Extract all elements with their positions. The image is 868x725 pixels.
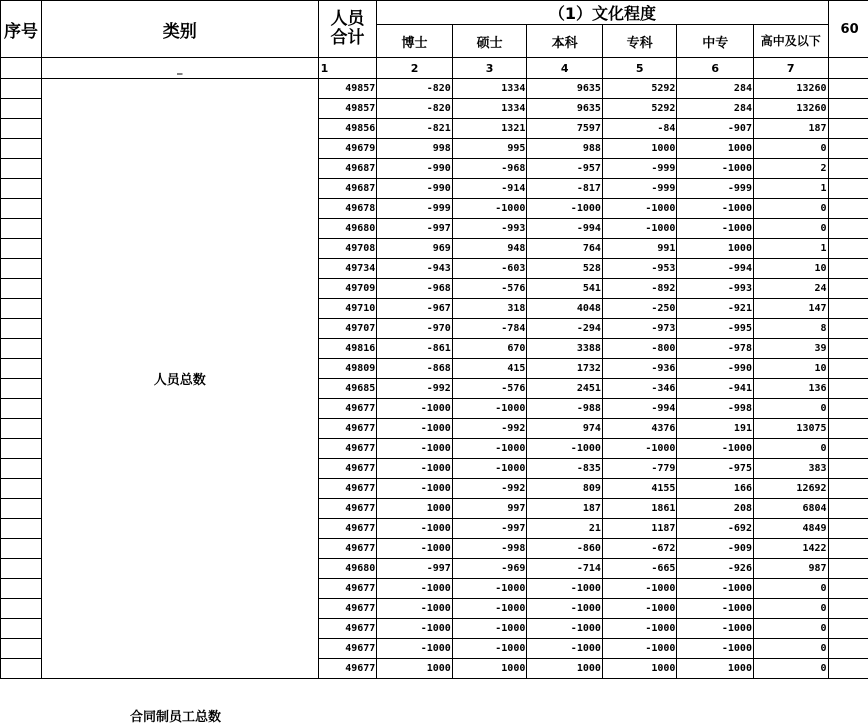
row-value-cell: -988 — [527, 399, 603, 419]
row-value-cell: -969 — [452, 559, 527, 579]
row-total-cell: 49677 — [318, 519, 377, 539]
row-value-cell: 9635 — [527, 79, 603, 99]
row-value-cell: -973 — [602, 319, 677, 339]
row-value-cell: -861 — [377, 339, 453, 359]
row-overflow-cell — [828, 459, 868, 479]
row-seq-cell — [1, 519, 42, 539]
row-value-cell: 1000 — [377, 499, 453, 519]
row-value-cell: 1000 — [377, 659, 453, 679]
row-overflow-cell — [828, 539, 868, 559]
row-total-cell: 49734 — [318, 259, 377, 279]
row-value-cell: -1000 — [377, 619, 453, 639]
row-overflow-cell — [828, 419, 868, 439]
row-total-cell: 49680 — [318, 559, 377, 579]
header-category: 类别 — [41, 1, 318, 58]
row-value-cell: -1000 — [602, 639, 677, 659]
row-value-cell: 528 — [527, 259, 603, 279]
row-value-cell: 670 — [452, 339, 527, 359]
row-value-cell: -1000 — [602, 619, 677, 639]
row-value-cell: -868 — [377, 359, 453, 379]
index-seq-cell — [1, 58, 42, 79]
row-value-cell: -1000 — [377, 639, 453, 659]
row-seq-cell — [1, 419, 42, 439]
row-value-cell: -1000 — [452, 399, 527, 419]
row-value-cell: 1861 — [602, 499, 677, 519]
index-num: 7 — [753, 58, 828, 79]
row-value-cell: 13075 — [753, 419, 828, 439]
row-overflow-cell — [828, 159, 868, 179]
row-value-cell: -1000 — [377, 399, 453, 419]
row-total-cell: 49685 — [318, 379, 377, 399]
row-total-cell: 49710 — [318, 299, 377, 319]
row-value-cell: -576 — [452, 379, 527, 399]
row-overflow-cell — [828, 199, 868, 219]
row-value-cell: -821 — [377, 119, 453, 139]
row-value-cell: 988 — [527, 139, 603, 159]
row-value-cell: 995 — [452, 139, 527, 159]
row-value-cell: -1000 — [452, 439, 527, 459]
row-value-cell: 4048 — [527, 299, 603, 319]
row-seq-cell — [1, 359, 42, 379]
row-value-cell: 187 — [753, 119, 828, 139]
row-overflow-cell — [828, 499, 868, 519]
row-value-cell: -1000 — [677, 579, 754, 599]
header-overflow-col: 60 — [828, 1, 868, 58]
row-value-cell: 10 — [753, 359, 828, 379]
row-value-cell: -1000 — [377, 479, 453, 499]
row-value-cell: -800 — [602, 339, 677, 359]
row-value-cell: -909 — [677, 539, 754, 559]
row-value-cell: 6804 — [753, 499, 828, 519]
row-overflow-cell — [828, 319, 868, 339]
row-value-cell: 1000 — [602, 139, 677, 159]
row-value-cell: 1000 — [452, 659, 527, 679]
index-num: 3 — [452, 58, 527, 79]
row-value-cell: 4849 — [753, 519, 828, 539]
row-value-cell: 415 — [452, 359, 527, 379]
row-total-cell: 49809 — [318, 359, 377, 379]
row-value-cell: -1000 — [377, 439, 453, 459]
row-value-cell: -1000 — [677, 199, 754, 219]
row-value-cell: -1000 — [602, 219, 677, 239]
row-value-cell: -957 — [527, 159, 603, 179]
row-overflow-cell — [828, 259, 868, 279]
row-value-cell: -1000 — [527, 639, 603, 659]
row-value-cell: -1000 — [527, 579, 603, 599]
row-value-cell: -995 — [677, 319, 754, 339]
row-overflow-cell — [828, 99, 868, 119]
row-value-cell: -1000 — [452, 459, 527, 479]
row-value-cell: 1000 — [527, 659, 603, 679]
row-overflow-cell — [828, 599, 868, 619]
row-value-cell: 21 — [527, 519, 603, 539]
row-value-cell: 0 — [753, 579, 828, 599]
row-total-cell: 49677 — [318, 419, 377, 439]
row-seq-cell — [1, 319, 42, 339]
header-total-line1: 人员 — [319, 10, 377, 29]
row-seq-cell — [1, 159, 42, 179]
header-seq: 序号 — [1, 1, 42, 58]
row-value-cell: 1 — [753, 179, 828, 199]
row-value-cell: -992 — [452, 419, 527, 439]
row-seq-cell — [1, 539, 42, 559]
row-total-cell: 49679 — [318, 139, 377, 159]
row-value-cell: 318 — [452, 299, 527, 319]
row-value-cell: -970 — [377, 319, 453, 339]
row-overflow-cell — [828, 479, 868, 499]
header-col-bachelor: 本科 — [527, 25, 603, 58]
row-value-cell: 147 — [753, 299, 828, 319]
row-value-cell: 997 — [452, 499, 527, 519]
row-seq-cell — [1, 259, 42, 279]
row-overflow-cell — [828, 579, 868, 599]
row-value-cell: 0 — [753, 139, 828, 159]
row-total-cell: 49677 — [318, 479, 377, 499]
row-value-cell: -1000 — [527, 599, 603, 619]
row-value-cell: -993 — [452, 219, 527, 239]
row-value-cell: -1000 — [452, 639, 527, 659]
row-value-cell: -1000 — [677, 159, 754, 179]
row-value-cell: 1321 — [452, 119, 527, 139]
row-value-cell: -665 — [602, 559, 677, 579]
row-value-cell: -1000 — [527, 199, 603, 219]
row-value-cell: -914 — [452, 179, 527, 199]
header-col-vocational: 中专 — [677, 25, 754, 58]
row-value-cell: 1422 — [753, 539, 828, 559]
row-value-cell: -860 — [527, 539, 603, 559]
row-value-cell: -1000 — [602, 599, 677, 619]
row-seq-cell — [1, 299, 42, 319]
row-value-cell: 2451 — [527, 379, 603, 399]
row-value-cell: -576 — [452, 279, 527, 299]
row-value-cell: 13260 — [753, 99, 828, 119]
row-value-cell: -1000 — [452, 619, 527, 639]
row-value-cell: 974 — [527, 419, 603, 439]
row-value-cell: 191 — [677, 419, 754, 439]
row-value-cell: -835 — [527, 459, 603, 479]
row-seq-cell — [1, 139, 42, 159]
row-value-cell: 24 — [753, 279, 828, 299]
row-value-cell: 136 — [753, 379, 828, 399]
row-value-cell: -1000 — [677, 599, 754, 619]
row-seq-cell — [1, 119, 42, 139]
row-value-cell: 0 — [753, 219, 828, 239]
row-total-cell: 49677 — [318, 619, 377, 639]
row-overflow-cell — [828, 79, 868, 99]
row-value-cell: -1000 — [602, 199, 677, 219]
row-value-cell: 208 — [677, 499, 754, 519]
row-value-cell: -941 — [677, 379, 754, 399]
header-col-master: 硕士 — [452, 25, 527, 58]
row-value-cell: -1000 — [452, 599, 527, 619]
row-seq-cell — [1, 439, 42, 459]
row-overflow-cell — [828, 219, 868, 239]
row-value-cell: 1000 — [677, 239, 754, 259]
row-total-cell: 49857 — [318, 79, 377, 99]
row-value-cell: -820 — [377, 99, 453, 119]
row-overflow-cell — [828, 119, 868, 139]
row-seq-cell — [1, 379, 42, 399]
row-total-cell: 49677 — [318, 539, 377, 559]
row-overflow-cell — [828, 399, 868, 419]
row-value-cell: -784 — [452, 319, 527, 339]
index-category-mark: _ — [41, 58, 318, 79]
row-value-cell: -84 — [602, 119, 677, 139]
row-total-cell: 49709 — [318, 279, 377, 299]
row-value-cell: 284 — [677, 79, 754, 99]
row-value-cell: -820 — [377, 79, 453, 99]
row-value-cell: -1000 — [527, 619, 603, 639]
row-total-cell: 49677 — [318, 599, 377, 619]
row-value-cell: -999 — [377, 199, 453, 219]
row-value-cell: 0 — [753, 619, 828, 639]
row-value-cell: 4376 — [602, 419, 677, 439]
footer-category-label: 合同制员工总数 — [130, 706, 221, 725]
row-total-cell: 49707 — [318, 319, 377, 339]
row-value-cell: 764 — [527, 239, 603, 259]
row-value-cell: 1000 — [602, 659, 677, 679]
row-seq-cell — [1, 579, 42, 599]
row-value-cell: -936 — [602, 359, 677, 379]
row-value-cell: 998 — [377, 139, 453, 159]
row-seq-cell — [1, 199, 42, 219]
category-cell: 人员总数 — [41, 79, 318, 679]
header-col-highschool: 高中及以下 — [753, 25, 828, 58]
row-overflow-cell — [828, 299, 868, 319]
row-value-cell: 0 — [753, 399, 828, 419]
row-value-cell: -994 — [527, 219, 603, 239]
row-value-cell: 12692 — [753, 479, 828, 499]
row-value-cell: -1000 — [677, 219, 754, 239]
row-value-cell: 4155 — [602, 479, 677, 499]
header-col-phd: 博士 — [377, 25, 453, 58]
row-value-cell: 1000 — [677, 139, 754, 159]
row-value-cell: 1 — [753, 239, 828, 259]
row-total-cell: 49677 — [318, 399, 377, 419]
row-value-cell: -993 — [677, 279, 754, 299]
row-overflow-cell — [828, 559, 868, 579]
row-value-cell: -978 — [677, 339, 754, 359]
row-seq-cell — [1, 599, 42, 619]
row-value-cell: 3388 — [527, 339, 603, 359]
index-overflow-cell — [828, 58, 868, 79]
row-value-cell: 13260 — [753, 79, 828, 99]
row-value-cell: -250 — [602, 299, 677, 319]
row-seq-cell — [1, 499, 42, 519]
row-overflow-cell — [828, 279, 868, 299]
row-value-cell: 1000 — [677, 659, 754, 679]
row-value-cell: -999 — [602, 179, 677, 199]
row-total-cell: 49677 — [318, 579, 377, 599]
row-value-cell: -968 — [452, 159, 527, 179]
row-seq-cell — [1, 559, 42, 579]
row-value-cell: 5292 — [602, 99, 677, 119]
row-value-cell: 1732 — [527, 359, 603, 379]
row-value-cell: -998 — [452, 539, 527, 559]
row-value-cell: 809 — [527, 479, 603, 499]
row-value-cell: -997 — [452, 519, 527, 539]
row-seq-cell — [1, 279, 42, 299]
row-overflow-cell — [828, 139, 868, 159]
row-seq-cell — [1, 459, 42, 479]
row-total-cell: 49816 — [318, 339, 377, 359]
row-value-cell: -1000 — [377, 539, 453, 559]
row-value-cell: 284 — [677, 99, 754, 119]
row-value-cell: -779 — [602, 459, 677, 479]
row-seq-cell — [1, 99, 42, 119]
row-total-cell: 49677 — [318, 639, 377, 659]
row-total-cell: 49678 — [318, 199, 377, 219]
row-value-cell: -998 — [677, 399, 754, 419]
header-total — [318, 1, 377, 58]
index-num: 4 — [527, 58, 603, 79]
header-col-college: 专科 — [602, 25, 677, 58]
row-value-cell: -975 — [677, 459, 754, 479]
row-value-cell: -1000 — [377, 519, 453, 539]
row-seq-cell — [1, 479, 42, 499]
row-total-cell: 49677 — [318, 459, 377, 479]
row-overflow-cell — [828, 379, 868, 399]
row-overflow-cell — [828, 239, 868, 259]
index-num: 2 — [377, 58, 453, 79]
row-value-cell: 0 — [753, 199, 828, 219]
row-value-cell: -967 — [377, 299, 453, 319]
row-value-cell: -907 — [677, 119, 754, 139]
row-value-cell: 0 — [753, 659, 828, 679]
row-seq-cell — [1, 239, 42, 259]
row-value-cell: -692 — [677, 519, 754, 539]
row-seq-cell — [1, 659, 42, 679]
row-seq-cell — [1, 179, 42, 199]
row-overflow-cell — [828, 659, 868, 679]
row-overflow-cell — [828, 639, 868, 659]
index-num: 1 — [318, 58, 377, 79]
row-overflow-cell — [828, 339, 868, 359]
row-total-cell: 49708 — [318, 239, 377, 259]
row-overflow-cell — [828, 519, 868, 539]
row-seq-cell — [1, 339, 42, 359]
row-overflow-cell — [828, 439, 868, 459]
row-value-cell: -990 — [377, 179, 453, 199]
row-value-cell: -968 — [377, 279, 453, 299]
row-value-cell: -999 — [602, 159, 677, 179]
header-total-line2: 合计 — [319, 29, 377, 48]
row-value-cell: 166 — [677, 479, 754, 499]
row-value-cell: 948 — [452, 239, 527, 259]
row-value-cell: -921 — [677, 299, 754, 319]
row-value-cell: -999 — [677, 179, 754, 199]
table-row — [1, 79, 868, 99]
row-total-cell: 49677 — [318, 499, 377, 519]
row-value-cell: -603 — [452, 259, 527, 279]
row-seq-cell — [1, 619, 42, 639]
row-value-cell: -992 — [452, 479, 527, 499]
row-value-cell: -1000 — [377, 599, 453, 619]
index-num: 6 — [677, 58, 754, 79]
row-value-cell: 991 — [602, 239, 677, 259]
row-value-cell: -1000 — [677, 439, 754, 459]
row-total-cell: 49677 — [318, 659, 377, 679]
index-num: 5 — [602, 58, 677, 79]
row-value-cell: -1000 — [377, 419, 453, 439]
row-value-cell: -1000 — [377, 579, 453, 599]
row-value-cell: 383 — [753, 459, 828, 479]
row-seq-cell — [1, 639, 42, 659]
row-value-cell: -992 — [377, 379, 453, 399]
header-group-education: （1）文化程度 — [377, 1, 828, 25]
row-value-cell: -1000 — [377, 459, 453, 479]
row-value-cell: 7597 — [527, 119, 603, 139]
row-total-cell: 49687 — [318, 179, 377, 199]
row-value-cell: 0 — [753, 639, 828, 659]
row-value-cell: -990 — [677, 359, 754, 379]
row-seq-cell — [1, 219, 42, 239]
row-value-cell: -1000 — [452, 199, 527, 219]
row-value-cell: -1000 — [677, 639, 754, 659]
row-seq-cell — [1, 399, 42, 419]
row-overflow-cell — [828, 359, 868, 379]
row-value-cell: 187 — [527, 499, 603, 519]
row-value-cell: 987 — [753, 559, 828, 579]
row-value-cell: -953 — [602, 259, 677, 279]
row-value-cell: -294 — [527, 319, 603, 339]
row-value-cell: 541 — [527, 279, 603, 299]
row-value-cell: 969 — [377, 239, 453, 259]
row-seq-cell — [1, 79, 42, 99]
row-overflow-cell — [828, 179, 868, 199]
row-value-cell: -1000 — [452, 579, 527, 599]
row-value-cell: 39 — [753, 339, 828, 359]
row-value-cell: 10 — [753, 259, 828, 279]
row-value-cell: -997 — [377, 559, 453, 579]
row-value-cell: -1000 — [677, 619, 754, 639]
row-value-cell: 0 — [753, 599, 828, 619]
row-value-cell: -817 — [527, 179, 603, 199]
row-total-cell: 49687 — [318, 159, 377, 179]
row-total-cell: 49857 — [318, 99, 377, 119]
row-value-cell: 9635 — [527, 99, 603, 119]
row-value-cell: 8 — [753, 319, 828, 339]
row-value-cell: -1000 — [527, 439, 603, 459]
row-value-cell: -1000 — [602, 439, 677, 459]
row-overflow-cell — [828, 619, 868, 639]
row-value-cell: -997 — [377, 219, 453, 239]
row-value-cell: 1334 — [452, 99, 527, 119]
row-value-cell: -994 — [602, 399, 677, 419]
row-value-cell: -346 — [602, 379, 677, 399]
row-value-cell: 1334 — [452, 79, 527, 99]
row-total-cell: 49677 — [318, 439, 377, 459]
row-value-cell: 0 — [753, 439, 828, 459]
row-value-cell: -994 — [677, 259, 754, 279]
row-value-cell: -892 — [602, 279, 677, 299]
row-value-cell: 5292 — [602, 79, 677, 99]
row-total-cell: 49680 — [318, 219, 377, 239]
row-value-cell: -1000 — [602, 579, 677, 599]
row-value-cell: -943 — [377, 259, 453, 279]
row-value-cell: 1187 — [602, 519, 677, 539]
row-value-cell: 2 — [753, 159, 828, 179]
row-value-cell: -926 — [677, 559, 754, 579]
row-value-cell: -672 — [602, 539, 677, 559]
row-total-cell: 49856 — [318, 119, 377, 139]
row-value-cell: -990 — [377, 159, 453, 179]
row-value-cell: -714 — [527, 559, 603, 579]
